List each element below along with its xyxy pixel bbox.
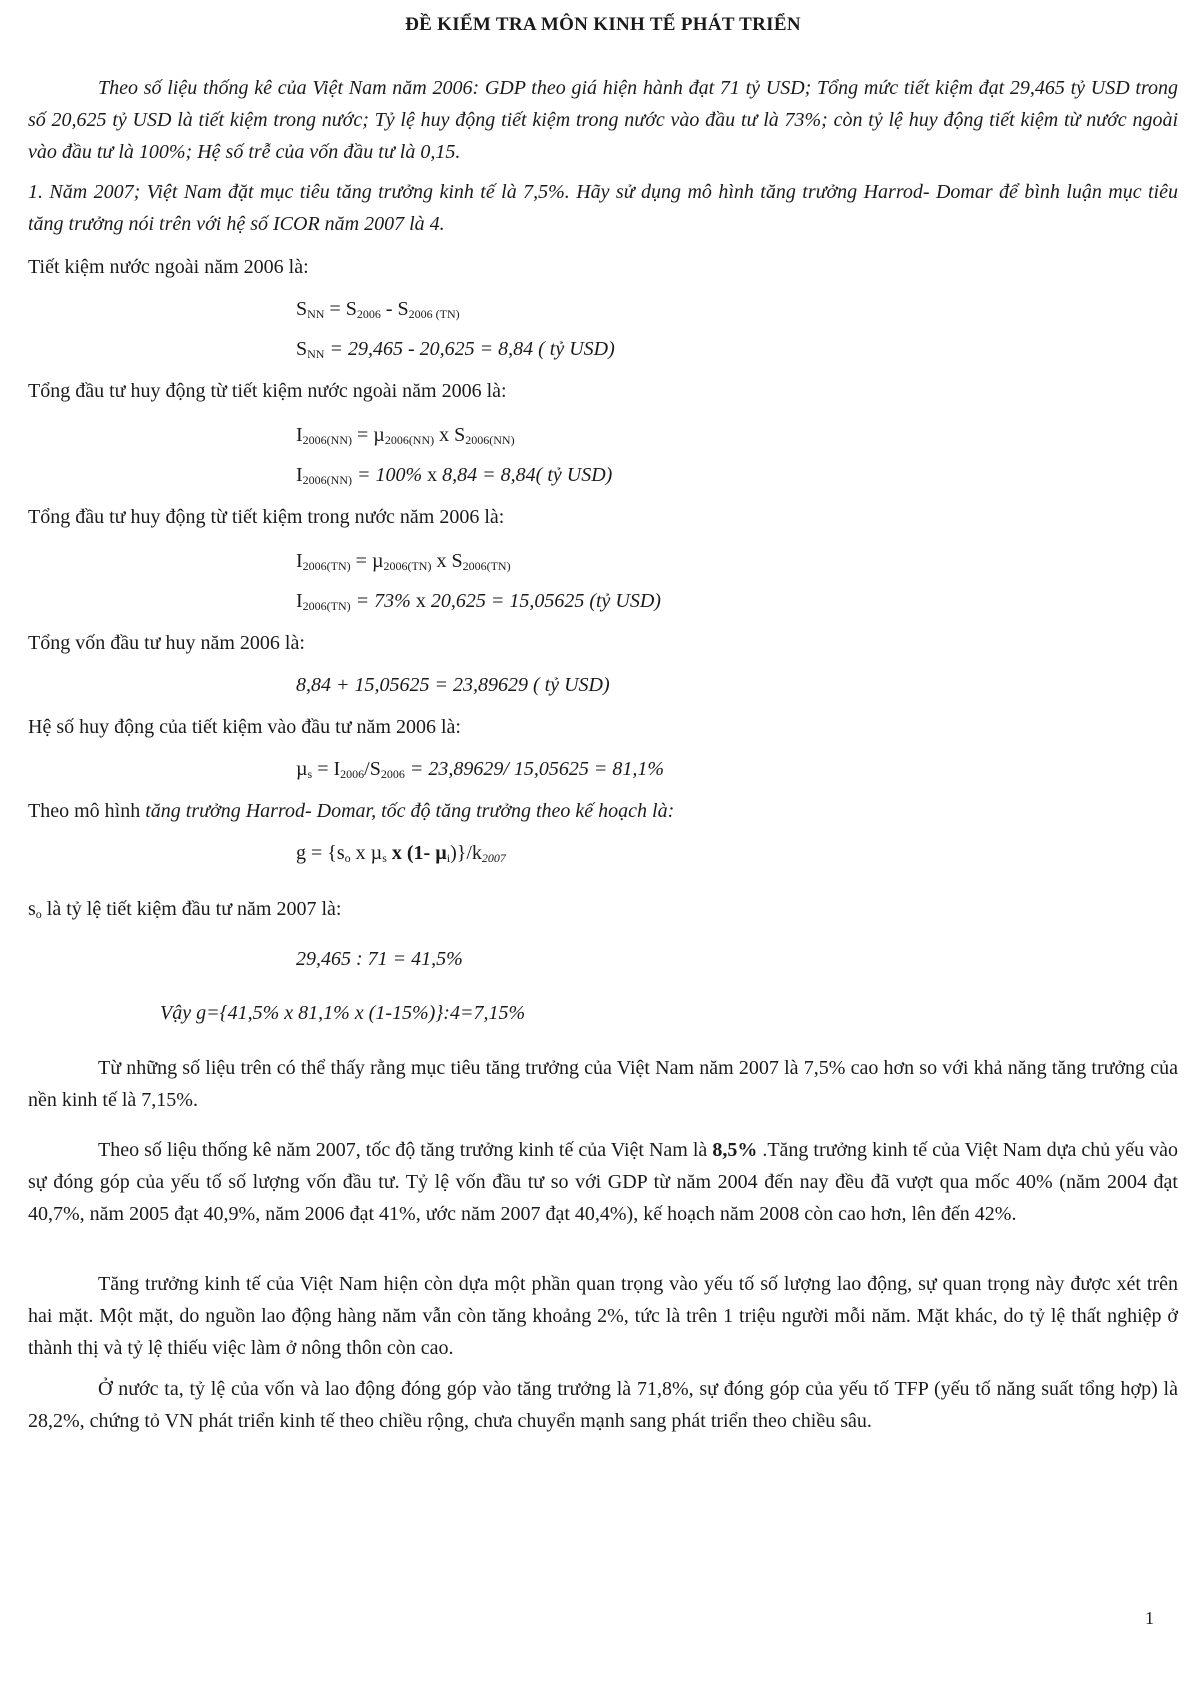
step5-equation: $\mu_s = I_{2006}/S_{2006} = 23,89629/$ 15,05625 = 81,1% [296,758,665,781]
document-title: ĐỀ KIỂM TRA MÔN KINH TẾ PHÁT TRIỂN [405,14,801,35]
harrod-domar-formula: $g = \{s_o$ x µ$_s$ x (1- $\mu_i)\}/k_{2007}$ [296,842,506,865]
step7-equation: 29,465 : 71 = 41,5% [296,948,463,970]
step1-label: Tiết kiệm nước ngoài năm 2006 là: [28,256,309,278]
growth-rate-value: 8,5% [712,1139,758,1161]
step3-equation-2: $I_{2006(TN)} = 73\%$ x 20,625 = 15,05625 (tỷ USD) [296,590,661,613]
step3-equation-1: $I_{2006(TN)} = \mu_{2006(TN)}$ x $S_{2006(TN)}$ [296,550,511,573]
paragraph-4: Ở nước ta, tỷ lệ của vốn và lao động đóng góp vào tăng trưởng là 71,8%, sự đóng góp của yếu tố TFP (yếu tố năng suất tổng hợp) là 28,2%, chứng tỏ VN phát triển kinh tế theo chiều rộng, chưa chuyển mạnh sang phát triển theo chiều sâu. [28,1378,1178,1432]
step3-label: Tổng đầu tư huy động từ tiết kiệm trong nước năm 2006 là: [28,506,505,528]
step1-equation-1: $S_{NN} = S_{2006} - S_{2006 (TN)}$ [296,298,460,321]
step4-label: Tổng vốn đầu tư huy năm 2006 là: [28,632,305,654]
growth-result-equation: Vậy g={41,5% x 81,1% x (1-15%)}:4=7,15% [160,1002,526,1024]
step7-label: $s_o$ là tỷ lệ tiết kiệm đầu tư năm 2007 là: [28,898,342,921]
intro-paragraph: Theo số liệu thống kê của Việt Nam năm 2006: GDP theo giá hiện hành đạt 71 tỷ USD; Tổng mức tiết kiệm đạt 29,465 tỷ USD trong số 20,625 tỷ USD là tiết kiệm trong nước; Tỷ lệ huy động tiết kiệm trong nước vào đầu tư là 73%; còn tỷ lệ huy động tiết kiệm từ nước ngoài vào đầu tư là 100%; Hệ số trễ của vốn đầu tư là 0,15. [28,77,1178,163]
step2-label: Tổng đầu tư huy động từ tiết kiệm nước ngoài năm 2006 là: [28,380,507,402]
step6-label: Theo mô hình tăng trưởng Harrod- Domar, tốc độ tăng trưởng theo kế hoạch là: [28,800,675,822]
page-number: 1 [1145,1608,1154,1628]
step2-equation-2: $I_{2006(NN)} = 100\%$ x 8,84 = 8,84( tỷ USD) [296,464,613,487]
step2-equation-1: $I_{2006(NN)} = \mu_{2006(NN)}$ x $S_{2006(NN)}$ [296,424,515,447]
step4-equation: 8,84 + 15,05625 = 23,89629 ( tỷ USD) [296,674,610,696]
paragraph-3: Tăng trưởng kinh tế của Việt Nam hiện còn dựa một phần quan trọng vào yếu tố số lượng lao động, sự quan trọng này được xét trên hai mặt. Một mặt, do nguồn lao động hàng năm vẫn còn tăng khoảng 2%, tức là trên 1 triệu người mỗi năm. Mặt khác, do tỷ lệ thất nghiệp ở thành thị và tỷ lệ thiếu việc làm ở nông thôn còn cao. [28,1273,1178,1359]
document-page [28,0,1180,1696]
conclusion-paragraph: Từ những số liệu trên có thể thấy rằng mục tiêu tăng trưởng của Việt Nam năm 2007 là 7,5% cao hơn so với khả năng tăng trưởng của nền kinh tế là 7,15%. [28,1057,1178,1111]
question-1: 1. Năm 2007; Việt Nam đặt mục tiêu tăng trưởng kinh tế là 7,5%. Hãy sử dụng mô hình tăng trưởng Harrod- Domar để bình luận mục tiêu tăng trưởng nói trên với hệ số ICOR năm 2007 là 4. [28,181,1178,235]
step1-equation-2: $S_{NN} = 29,465 - 20,625 = 8,84$ ( tỷ USD) [296,338,615,361]
step5-label: Hệ số huy động của tiết kiệm vào đầu tư năm 2006 là: [28,716,461,738]
paragraph-2: Theo số liệu thống kê năm 2007, tốc độ tăng trưởng kinh tế của Việt Nam là 8,5% .Tăng trưởng kinh tế của Việt Nam dựa chủ yếu vào sự đóng góp của yếu tố số lượng vốn đầu tư. Tỷ lệ vốn đầu tư so với GDP từ năm 2004 đến nay đều đã vượt qua mốc 40% (năm 2004 đạt 40,7%, năm 2005 đạt 40,9%, năm 2006 đạt 41%, ước năm 2007 đạt 40,4%), kế hoạch năm 2008 còn cao hơn, lên đến 42%. [28,1139,1178,1225]
